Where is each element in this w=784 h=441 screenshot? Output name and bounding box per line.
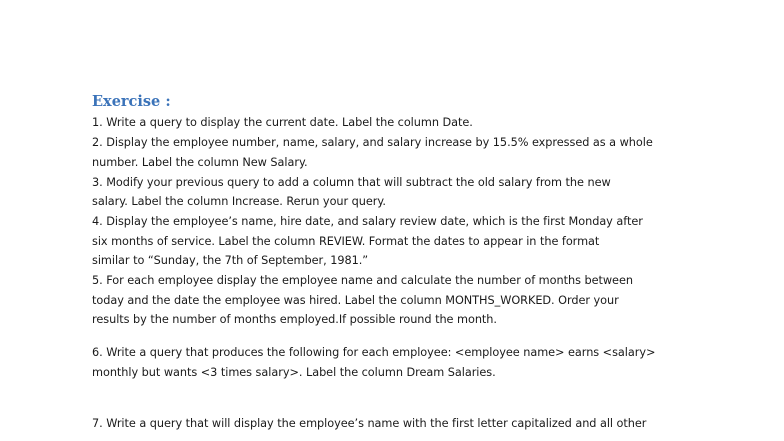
- exercise-2-line-2: number. Label the column New Salary.: [92, 156, 308, 169]
- exercise-4-line-3: similar to “Sunday, the 7th of September, 1981.”: [92, 254, 369, 267]
- exercise-6-line-1: 6. Write a query that produces the following for each employee: <employee name> earns <salary>: [92, 346, 656, 359]
- exercise-4-line-1: 4. Display the employee’s name, hire date, and salary review date, which is the first Monday after: [92, 215, 643, 228]
- exercise-3-line-1: 3. Modify your previous query to add a column that will subtract the old salary from the new: [92, 176, 611, 189]
- exercise-5-line-3: results by the number of months employed.If possible round the month.: [92, 313, 497, 326]
- exercise-heading: Exercise :: [92, 93, 171, 110]
- exercise-4-line-2: six months of service. Label the column REVIEW. Format the dates to appear in the format: [92, 235, 600, 248]
- exercise-5-line-1: 5. For each employee display the employee name and calculate the number of months between: [92, 274, 633, 287]
- exercise-1-line-1: 1. Write a query to display the current date. Label the column Date.: [92, 116, 473, 129]
- exercise-3-line-2: salary. Label the column Increase. Rerun your query.: [92, 195, 386, 208]
- exercise-7-line-1: 7. Write a query that will display the employee’s name with the first letter capitalized and all other: [92, 417, 647, 430]
- exercise-2-line-1: 2. Display the employee number, name, salary, and salary increase by 15.5% expressed as a whole: [92, 136, 653, 149]
- exercise-6-line-2: monthly but wants <3 times salary>. Label the column Dream Salaries.: [92, 366, 496, 379]
- exercise-5-line-2: today and the date the employee was hired. Label the column MONTHS_WORKED. Order your: [92, 294, 619, 307]
